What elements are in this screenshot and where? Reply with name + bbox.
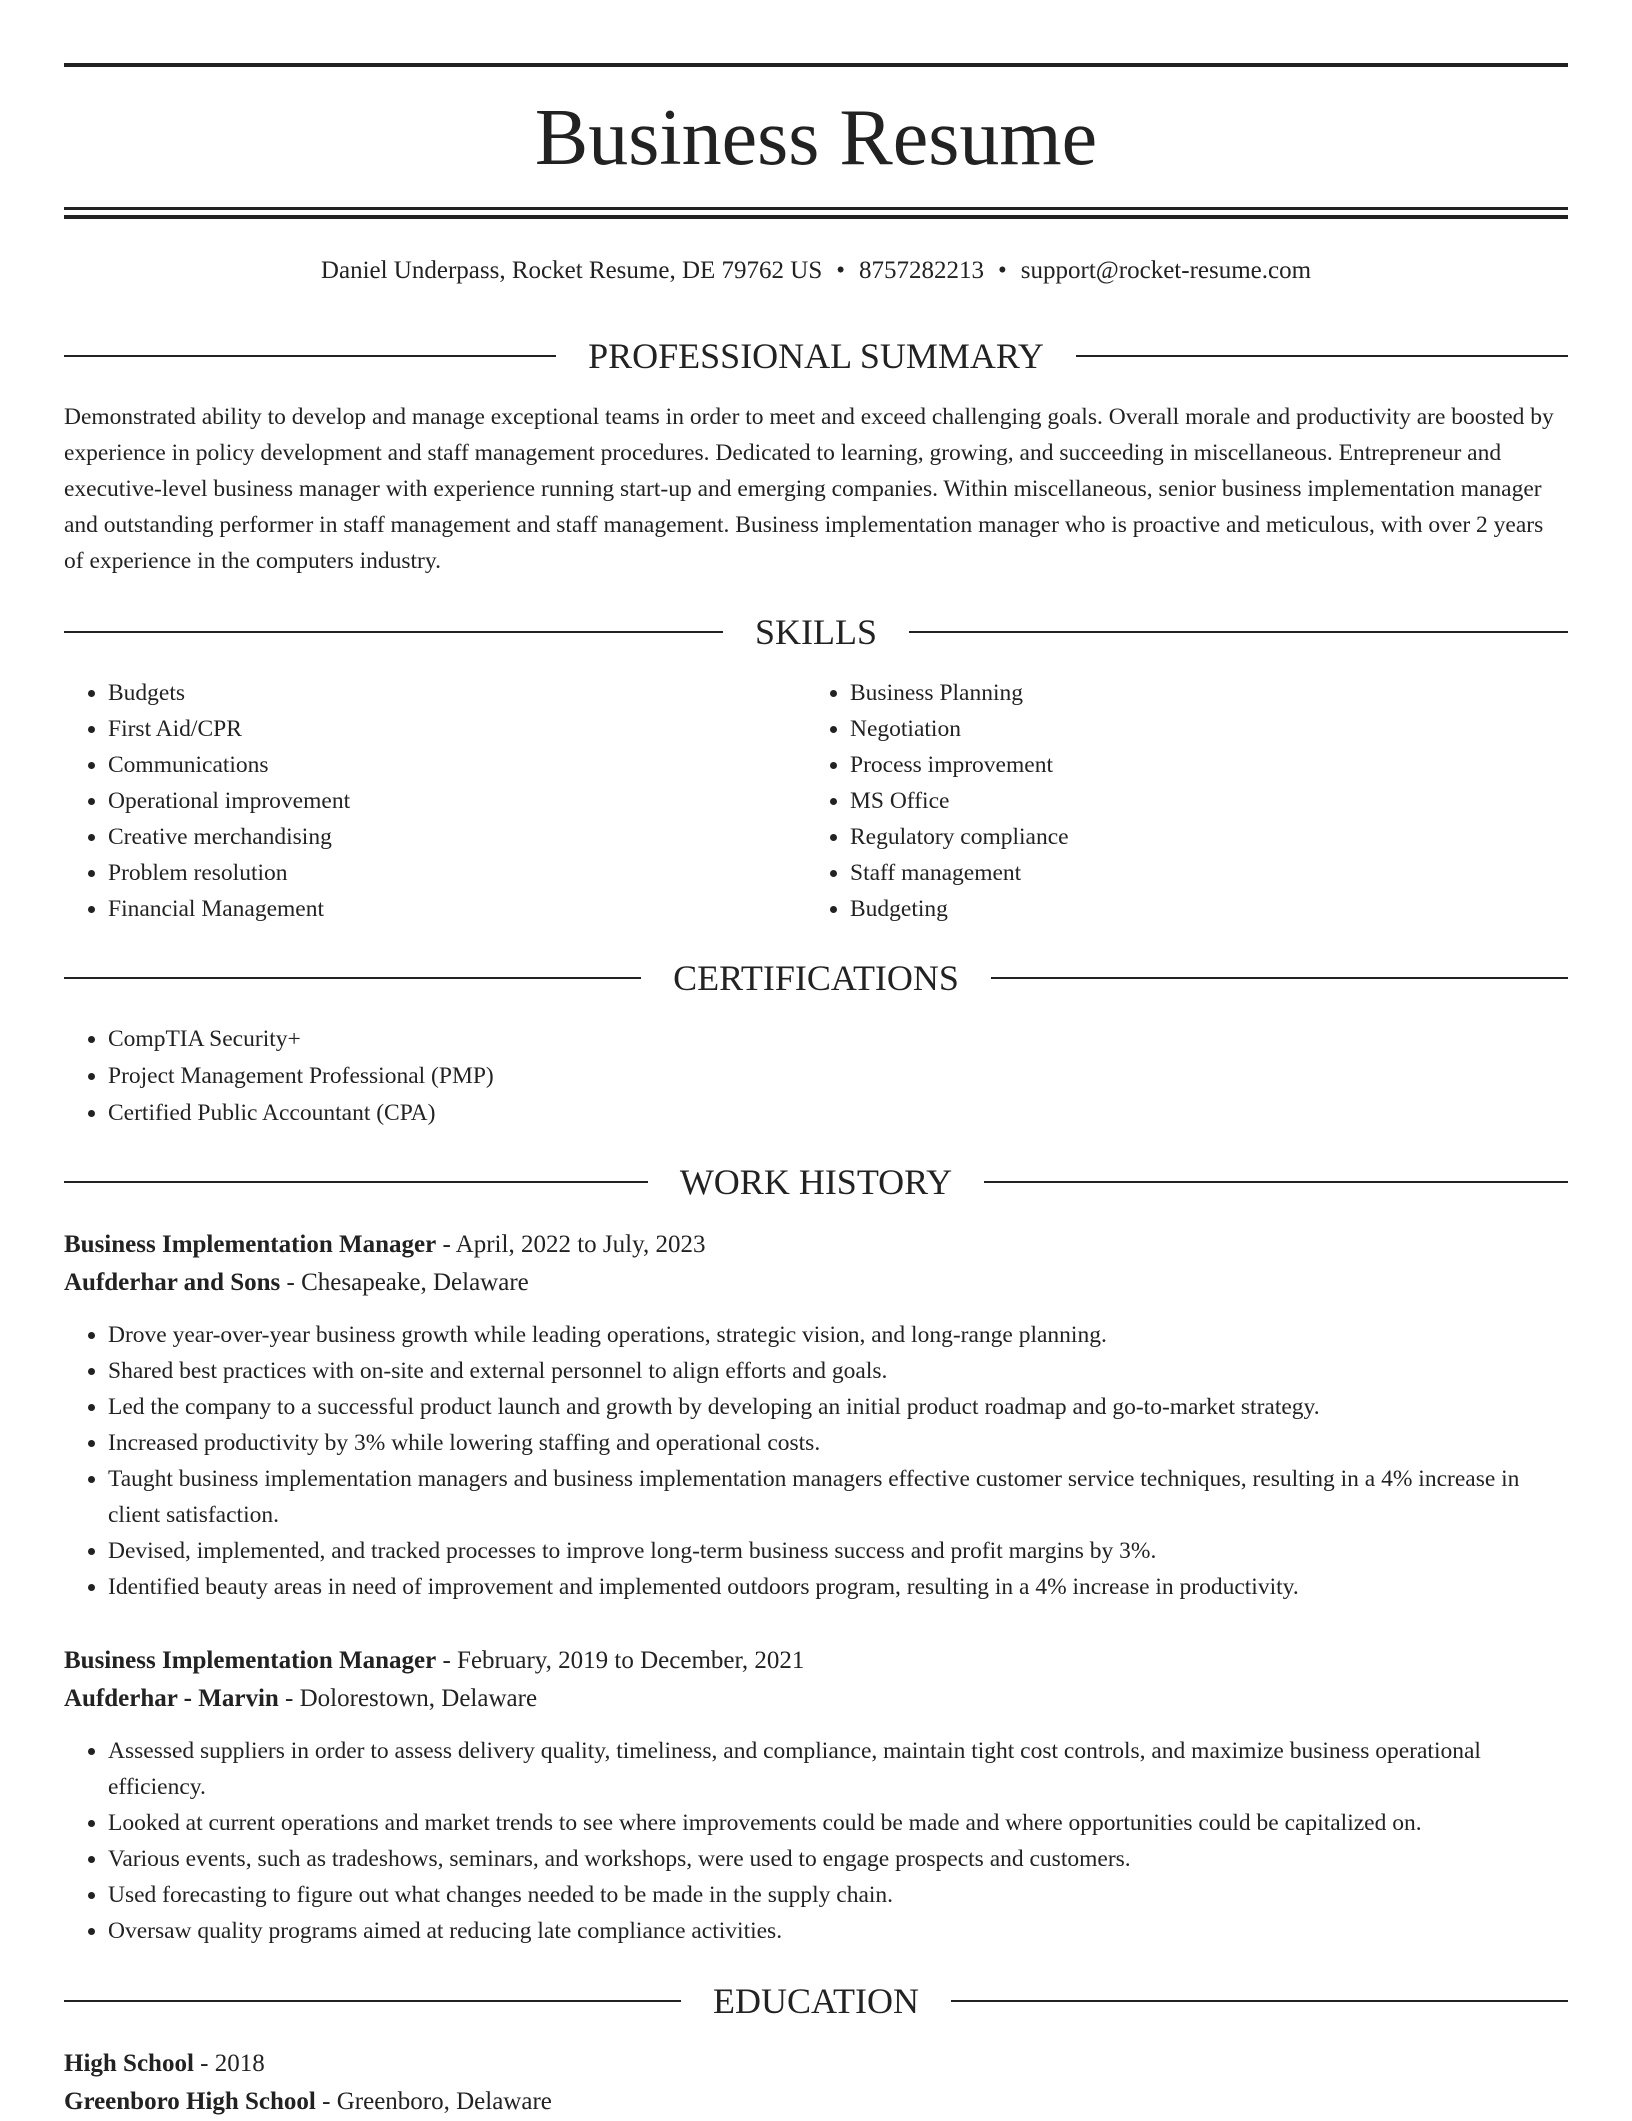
job-bullet: • Drove year-over-year business growth while leading operations, strategic vision, and long-range planning.: [108, 1317, 1568, 1353]
heading-rule: [64, 1181, 648, 1183]
heading-rule: [1076, 355, 1568, 357]
job-company-line: [64, 1680, 1568, 1718]
skill-item: • Financial Management: [108, 891, 806, 927]
education-year: - 2018: [193, 2050, 265, 2077]
job-bullet: • Used forecasting to figure out what changes needed to be made in the supply chain.: [108, 1877, 1568, 1913]
certifications-list: [64, 1021, 1568, 1132]
skill-item: • First Aid/CPR: [108, 711, 806, 747]
contact-separator: •: [836, 257, 845, 284]
job-bullet: • Various events, such as tradeshows, seminars, and workshops, were used to engage prospects and customers.: [108, 1841, 1568, 1877]
job-bullet: • Identified beauty areas in need of improvement and implemented outdoors program, resulting in a 4% increase in productivity.: [108, 1569, 1568, 1605]
job-dates: - February, 2019 to December, 2021: [436, 1647, 805, 1674]
section-heading-summary: [64, 334, 1568, 378]
job-company-line: [64, 1264, 1568, 1302]
contact-email: support@rocket-resume.com: [1020, 257, 1312, 284]
certification-item: • Certified Public Accountant (CPA): [108, 1095, 1568, 1132]
skills-list: [64, 675, 1568, 927]
summary-text: Demonstrated ability to develop and manage exceptional teams in order to meet and exceed challenging goals. Overall morale and productivity are boosted by experience in policy development and staff management procedures. Dedicated to learning, growing, and succeeding in miscellaneous. Entrepreneur and executive-level business manager with experience running start-up and emerging companies. Within miscellaneous, senior business implementation manager and outstanding performer in staff management and staff management. Business implementation manager who is proactive and meticulous, with over 2 years of experience in the computers industry.: [64, 404, 1554, 574]
skill-item: • Operational improvement: [108, 783, 806, 819]
contact-line: [64, 254, 1568, 288]
education-school: Greenboro High School: [64, 2088, 316, 2115]
job-title: Business Implementation Manager: [64, 1647, 437, 1674]
job-location: - Chesapeake, Delaware: [280, 1269, 529, 1296]
section-heading-certifications: [64, 956, 1568, 1000]
job-bullet: • Assessed suppliers in order to assess delivery quality, timeliness, and compliance, maintain tight cost controls, and maximize business operational efficiency.: [108, 1733, 1568, 1805]
education-location: - Greenboro, Delaware: [315, 2088, 552, 2115]
education-degree-line: [64, 2045, 1568, 2083]
section-title: EDUCATION: [713, 1981, 919, 2021]
skill-item: • Business Planning: [850, 675, 1548, 711]
section-heading-skills: [64, 610, 1568, 654]
skill-item: • Communications: [108, 747, 806, 783]
title-double-rule: [64, 207, 1568, 219]
page-title: Business Resume: [534, 94, 1098, 182]
skills-column-left: [64, 675, 806, 927]
heading-rule: [64, 2000, 681, 2002]
job-company: Aufderhar and Sons: [64, 1269, 281, 1296]
section-title: WORK HISTORY: [679, 1162, 953, 1202]
job-company: Aufderhar - Marvin: [64, 1685, 279, 1712]
section-title: PROFESSIONAL SUMMARY: [588, 336, 1044, 376]
job-bullet: • Led the company to a successful product launch and growth by developing an initial product roadmap and go-to-market strategy.: [108, 1389, 1568, 1425]
top-rule: [64, 63, 1568, 67]
job-dates: - April, 2022 to July, 2023: [436, 1231, 706, 1258]
job-bullet: • Increased productivity by 3% while lowering staffing and operational costs.: [108, 1425, 1568, 1461]
skill-item: • Negotiation: [850, 711, 1548, 747]
education-entry: [64, 2045, 1568, 2121]
job-location: - Dolorestown, Delaware: [278, 1685, 538, 1712]
skills-column-right: [806, 675, 1548, 927]
skill-item: • Process improvement: [850, 747, 1548, 783]
job-bullet: • Devised, implemented, and tracked processes to improve long-term business success and profit margins by 3%.: [108, 1533, 1568, 1569]
skill-item: • Budgeting: [850, 891, 1548, 927]
skill-item: • Staff management: [850, 855, 1548, 891]
heading-rule: [64, 355, 556, 357]
section-heading-education: [64, 1979, 1568, 2023]
skill-item: • Budgets: [108, 675, 806, 711]
heading-rule: [64, 631, 723, 633]
certification-item: • Project Management Professional (PMP): [108, 1058, 1568, 1095]
job-bullet: • Oversaw quality programs aimed at reducing late compliance activities.: [108, 1913, 1568, 1949]
heading-rule: [991, 977, 1568, 979]
section-heading-work-history: [64, 1160, 1568, 1204]
job-role-line: [64, 1226, 1568, 1264]
contact-address: Daniel Underpass, Rocket Resume, DE 79762 US: [320, 257, 823, 284]
job-title: Business Implementation Manager: [64, 1231, 437, 1258]
skill-item: • MS Office: [850, 783, 1548, 819]
skill-item: • Problem resolution: [108, 855, 806, 891]
education-degree: High School: [64, 2050, 194, 2077]
section-title: SKILLS: [755, 612, 878, 652]
job-bullet: • Looked at current operations and market trends to see where improvements could be made and where opportunities could be capitalized on.: [108, 1805, 1568, 1841]
skill-item: • Regulatory compliance: [850, 819, 1548, 855]
skill-item: • Creative merchandising: [108, 819, 806, 855]
certification-item: • CompTIA Security+: [108, 1021, 1568, 1058]
job-role-line: [64, 1642, 1568, 1680]
education-school-line: [64, 2083, 1568, 2121]
contact-phone: 8757282213: [859, 257, 984, 284]
job-entry: [64, 1226, 1568, 1605]
job-bullet: • Taught business implementation managers and business implementation managers effective customer service techniques, resulting in a 4% increase in client satisfaction.: [108, 1461, 1568, 1533]
contact-separator: •: [998, 257, 1007, 284]
heading-rule: [64, 977, 641, 979]
job-entry: [64, 1642, 1568, 1949]
heading-rule: [909, 631, 1568, 633]
heading-rule: [951, 2000, 1568, 2002]
job-bullet: • Shared best practices with on-site and external personnel to align efforts and goals.: [108, 1353, 1568, 1389]
section-title: CERTIFICATIONS: [673, 958, 959, 998]
heading-rule: [984, 1181, 1568, 1183]
